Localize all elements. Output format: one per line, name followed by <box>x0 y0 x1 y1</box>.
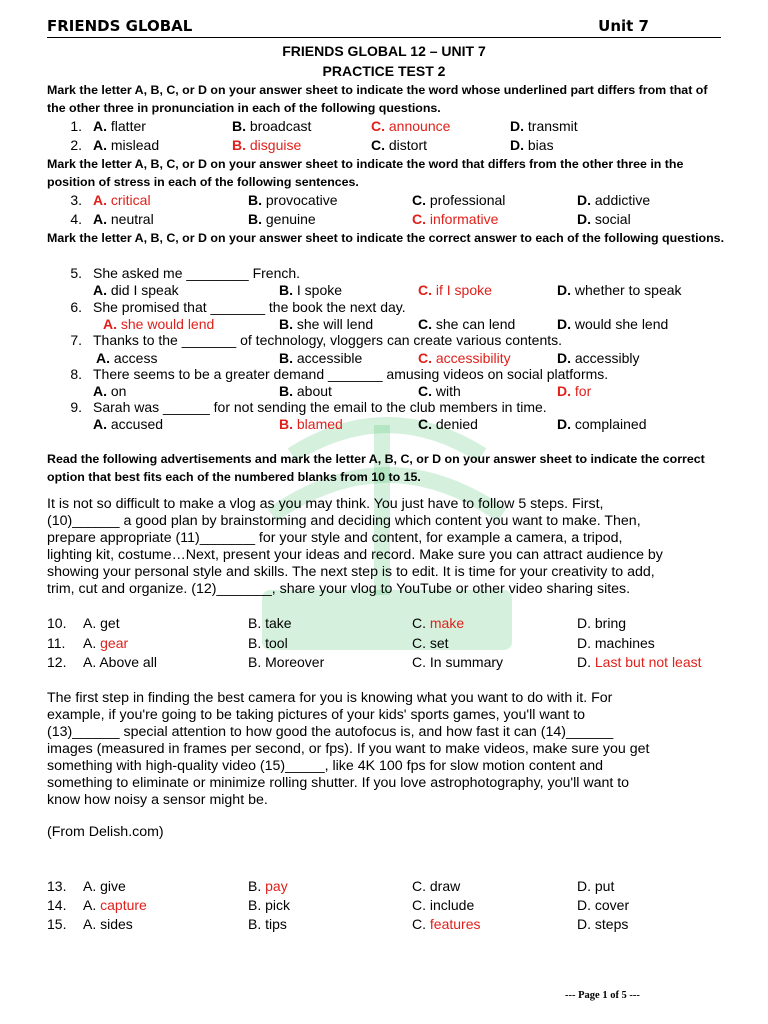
page-footer: --- Page 1 of 5 --- <box>565 990 640 1001</box>
running-header <box>47 17 721 38</box>
question-10: 10. A. get B. take C. make D. bring <box>47 615 627 631</box>
test-title: FRIENDS GLOBAL 12 – UNIT 7 <box>282 43 486 59</box>
question-11: 11. A. gear B. tool C. set D. machines <box>47 635 655 651</box>
document-page: FRIENDS GLOBAL Unit 7 FRIENDS GLOBAL 12 – UNIT 7 PRACTICE TEST 2 Mark the letter A, B, C, or D on your answer sheet to indicate the word whose underlined part differs from that of the other three in pronunciation in each of the following questions. 1. A. flatter B. broadcast C. announce D. transmit 2. A. mislead B. disguise C. distort D. bias Mark the letter A, B, C, or D on your answer sheet to indicate the word that differs from the other three in the position of stress in each of the following sentences. 3. A. critical B. provocative C. professional D. addictive 4. A. neutral B. genuine C. informative D. social Mark the letter A, B, C, or D on your answer sheet to indicate the correct answer to each of the following questions. 5. She asked me ________ French. A. did I speak B. I spoke C. if I spoke D. whether to speak 6. She promised that _______ the book the next day. A. she would lend B. she will lend C. she can lend D. would she lend 7. Thanks to the _______ of technology, vloggers can create various contents. A. access B. accessible C. accessibility D. accessibly 8. There seems to be a greater demand _______ amusing videos on social platforms. A. on B. about C. with D. for 9. Sarah was ______ for not sending the email to the club members in time. A. accused B. blamed C. denied D. complained Read the following advertisements and mark the letter A, B, C, or D on your answer sheet to indicate the correct option that best fits each of the numbered blanks from 10 to 15. It is not so difficult to make a vlog as you may think. You just have to follow 5 steps. First, (10)______ a good plan by brainstorming and deciding which content you want to make. Then, prepare appropriate (11)_______ for your style and content, for example a camera, a tripod, lighting kit, costume…Next, present your ideas and record. Make sure you can attract audience by showing your personal style and skills. The next step is to edit. It is time for your creativity to add, trim, cut and organize. (12)_______, share your vlog to YouTube or other video sharing sites. 10. A. get B. take C. make D. bring 11. A. gear B. tool C. set D. machines 12. A. Above all B. Moreover C. In summary D. Last but not least The first step in finding the best camera for you is knowing what you want to do with it. For example, if you're going to be taking pictures of your kids' sports games, you'll want to (13)______ special attention to how good the autofocus is, and how fast it can (14)______ images (measured in frames per second, or fps). If you want to make videos, make sure you get something with high-quality video (15)_____, like 4K 100 fps for slow motion content and something to eliminate or minimize rolling shutter. If you love astrophotography, you'll want to know how noisy a sensor might be. (From Delish.com) 13. A. give B. pay C. draw D. put 14. A. capture B. pick C. include D. cover 15. A. sides B. tips C. features D. steps --- Page 1 of 5 --- <box>0 0 768 1024</box>
option-b-answer: B. disguise <box>232 137 302 153</box>
option-c: C. denied <box>418 416 478 432</box>
question-4: 4. A. neutral B. genuine C. informative D. social <box>70 211 631 227</box>
question-15: 15. A. sides B. tips C. features D. steps <box>47 916 629 932</box>
question-6-options <box>0 315 768 333</box>
answer-d: Last but not least <box>594 654 702 670</box>
answer-c: make <box>429 615 465 631</box>
option-d-answer: D. for <box>557 383 592 399</box>
option-b: B. broadcast <box>232 118 312 134</box>
option-d: D. transmit <box>510 118 578 134</box>
option-d: D. would she lend <box>557 316 669 332</box>
option-d: D. bias <box>510 137 554 153</box>
question-3: 3. A. critical B. provocative C. professional D. addictive <box>70 192 651 208</box>
option-d: D. accessibly <box>557 350 640 366</box>
answer-a: gear <box>100 635 129 651</box>
header-right: Unit 7 <box>598 17 649 35</box>
option-b: B. she will lend <box>279 316 374 332</box>
option-a: A. access <box>96 350 158 366</box>
passage-vlog: It is not so difficult to make a vlog as you may think. You just have to follow 5 steps. First, (10)______ a good plan by brainstorming and deciding which content you want to make. Then, prepare appropriate (11)_______ for your style and content, for example a camera, a tripod, lighting kit, costume…Next, present your ideas and record. Make sure you can attract audience by showing your personal style and skills. The next step is to edit. It is time for your creativity to add, trim, cut and organize. (12)_______, share your vlog to YouTube or other video sharing sites. <box>47 496 663 597</box>
question-9-options <box>0 415 768 433</box>
option-c-answer: C. announce <box>371 118 451 134</box>
option-d: D. complained <box>557 416 647 432</box>
option-b: B. genuine <box>248 211 316 227</box>
option-a: A. did I speak <box>93 282 179 298</box>
test-subtitle: PRACTICE TEST 2 <box>322 63 446 79</box>
option-c: C. distort <box>371 137 428 153</box>
question-1: 1. A. flatter B. broadcast C. announce D. transmit <box>70 118 578 134</box>
option-a: A. on <box>93 383 127 399</box>
option-a: A. mislead <box>93 137 160 153</box>
instruction-reading: Read the following advertisements and mark the letter A, B, C, or D on your answer sheet to indicate the correct option that best fits each of the numbered blanks from 10 to 15. <box>47 452 705 484</box>
option-d: D. addictive <box>577 192 651 208</box>
instruction-correct-answer: Mark the letter A, B, C, or D on your answer sheet to indicate the correct answer to each of the following questions. <box>47 231 725 245</box>
question-13: 13. A. give B. pay C. draw D. put <box>47 878 615 894</box>
question-14: 14. A. capture B. pick C. include D. cover <box>47 897 630 913</box>
passage-camera: The first step in finding the best camera for you is knowing what you want to do with it. For example, if you're going to be taking pictures of your kids' sports games, you'll want to (13)______ special attention to how good the autofocus is, and how fast it can (14)______ images (measured in frames per second, or fps). If you want to make videos, make sure you get something with high-quality video (15)_____, like 4K 100 fps for slow motion content and something to eliminate or minimize rolling shutter. If you love astrophotography, you'll want to know how noisy a sensor might be. <box>47 690 650 808</box>
question-5-options <box>0 281 768 299</box>
instruction-stress: Mark the letter A, B, C, or D on your answer sheet to indicate the word that differs from the other three in the position of stress in each of the following sentences. <box>47 157 684 189</box>
option-c-answer: C. informative <box>412 211 499 227</box>
option-d: D. whether to speak <box>557 282 682 298</box>
option-d: D. social <box>577 211 631 227</box>
question-2: 2. A. mislead B. disguise C. distort D. bias <box>70 137 554 153</box>
option-c-answer: C. if I spoke <box>418 282 492 298</box>
question-7-options <box>0 349 768 367</box>
option-c: C. she can lend <box>418 316 516 332</box>
option-b: B. accessible <box>279 350 363 366</box>
answer-c: features <box>429 916 481 932</box>
option-a: A. neutral <box>93 211 154 227</box>
question-8-options <box>0 382 768 400</box>
option-b: B. about <box>279 383 332 399</box>
header-left: FRIENDS GLOBAL <box>47 17 193 35</box>
option-c-answer: C. accessibility <box>418 350 511 366</box>
option-b: B. provocative <box>248 192 338 208</box>
option-c: C. with <box>418 383 461 399</box>
option-a: A. flatter <box>93 118 146 134</box>
option-c: C. professional <box>412 192 506 208</box>
instruction-pronunciation: Mark the letter A, B, C, or D on your answer sheet to indicate the word whose underlined part differs from that of the other three in pronunciation in each of the following questions. <box>47 83 708 115</box>
option-a: A. accused <box>93 416 164 432</box>
option-b: B. I spoke <box>279 282 343 298</box>
question-12: 12. A. Above all B. Moreover C. In summary D. Last but not least <box>47 654 702 670</box>
answer-a: capture <box>100 897 147 913</box>
option-a-answer: A. critical <box>93 192 151 208</box>
answer-b: pay <box>265 878 288 894</box>
source-citation: (From Delish.com) <box>47 824 164 840</box>
option-a-answer: A. she would lend <box>103 316 215 332</box>
option-b-answer: B. blamed <box>279 416 343 432</box>
